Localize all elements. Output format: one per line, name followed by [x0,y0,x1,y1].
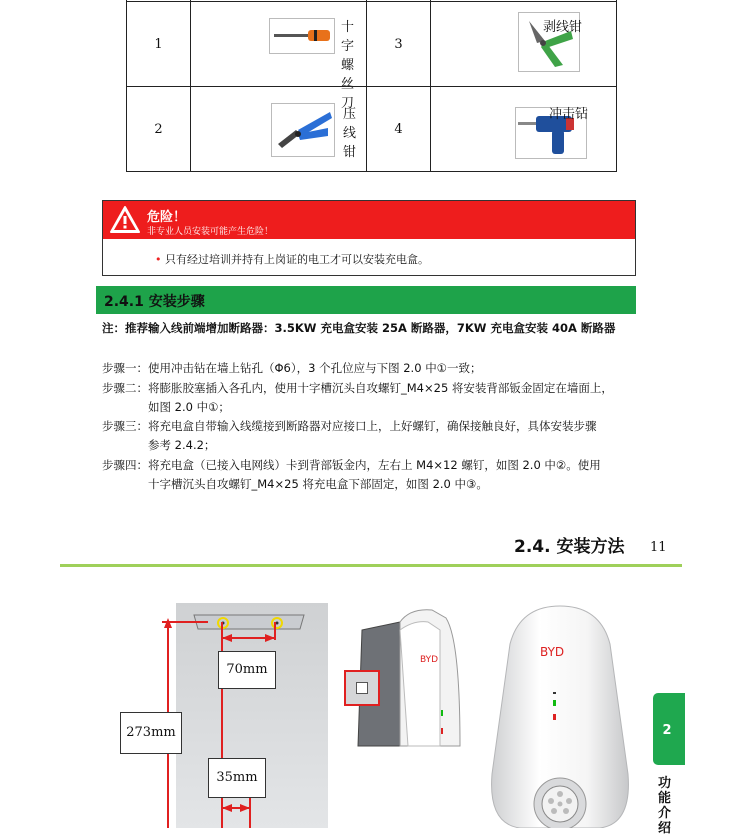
chapter-tab[interactable] [653,693,685,765]
page-footer-title: 2.4. 安装方法 [514,537,625,557]
divider [60,564,682,567]
bracket-highlight [344,670,380,706]
section-header [96,286,636,314]
danger-note-text: 只有经过培训并持有上岗证的电工才可以安装充电盒。 [165,253,429,266]
tools-table [126,0,617,172]
tool-number: 2 [127,87,191,172]
danger-box [102,200,636,276]
dimension-label-offset: 35mm [208,758,266,798]
tool-name: 剥线钳 [543,20,583,35]
danger-note [155,251,429,267]
danger-title: 危险！ [147,210,187,225]
tool-number: 3 [367,2,431,87]
danger-subtitle: 非专业人员安装可能产生危险！ [147,227,274,237]
chapter-title: 功能介绍 [658,776,672,836]
dimension-label-width: 70mm [218,651,276,689]
step-line: 步骤二：将膨胀胶塞插入各孔内，使用十字槽沉头自攻螺钉_M4×25 将安装背部钣金固定在墙面上， [102,381,613,395]
charger-front-view [480,604,640,828]
chapter-number: 2 [662,723,672,738]
screw-icon [356,682,368,694]
warning-icon [109,205,141,235]
step-line: 参考 2.4.2； [102,438,216,452]
page-number: 11 [650,540,667,555]
tool-cell [191,87,367,172]
tool-name: 压线钳 [343,107,357,160]
bullet-icon: • [155,253,162,266]
step-line: 步骤一：使用冲击钻在墙上钻孔（Φ6），3 个孔位应与下图 2.0 中①一致； [102,361,482,375]
screwdriver-image [269,18,335,54]
install-note: 注：推荐输入线前端增加断路器：3.5KW 充电盒安装 25A 断路器，7KW 充电盒安装 40A 断路器 [102,321,616,335]
step-line: 步骤四：将充电盒（已接入电网线）卡到背部钣金内，左右上 M4×12 螺钉，如图 2.0 中②。使用 [102,458,601,472]
danger-header [103,201,635,239]
table-row [127,87,617,172]
tool-cell [191,2,367,111]
tool-name: 冲击钻 [549,107,589,122]
brand-logo: BYD [420,655,439,665]
brand-logo: BYD [540,645,565,659]
step-line: 十字槽沉头自攻螺钉_M4×25 将充电盒下部固定，如图 2.0 中③。 [102,477,488,491]
crimper-image [271,103,335,157]
tool-cell [431,2,617,87]
step-line: 如图 2.0 中①； [102,400,230,414]
tool-cell [431,87,617,172]
section-title: 2.4.1 安装步骤 [104,294,205,310]
step-line: 步骤三：将充电盒自带输入线缆接到断路器对应接口上，上好螺钉，确保接触良好，具体安装步骤 [102,419,597,433]
tool-number: 1 [127,2,191,87]
table-row [127,2,617,87]
tool-number: 4 [367,87,431,172]
dimension-label-height: 273mm [120,712,182,754]
tool-name: 十字螺丝刀 [341,20,355,111]
